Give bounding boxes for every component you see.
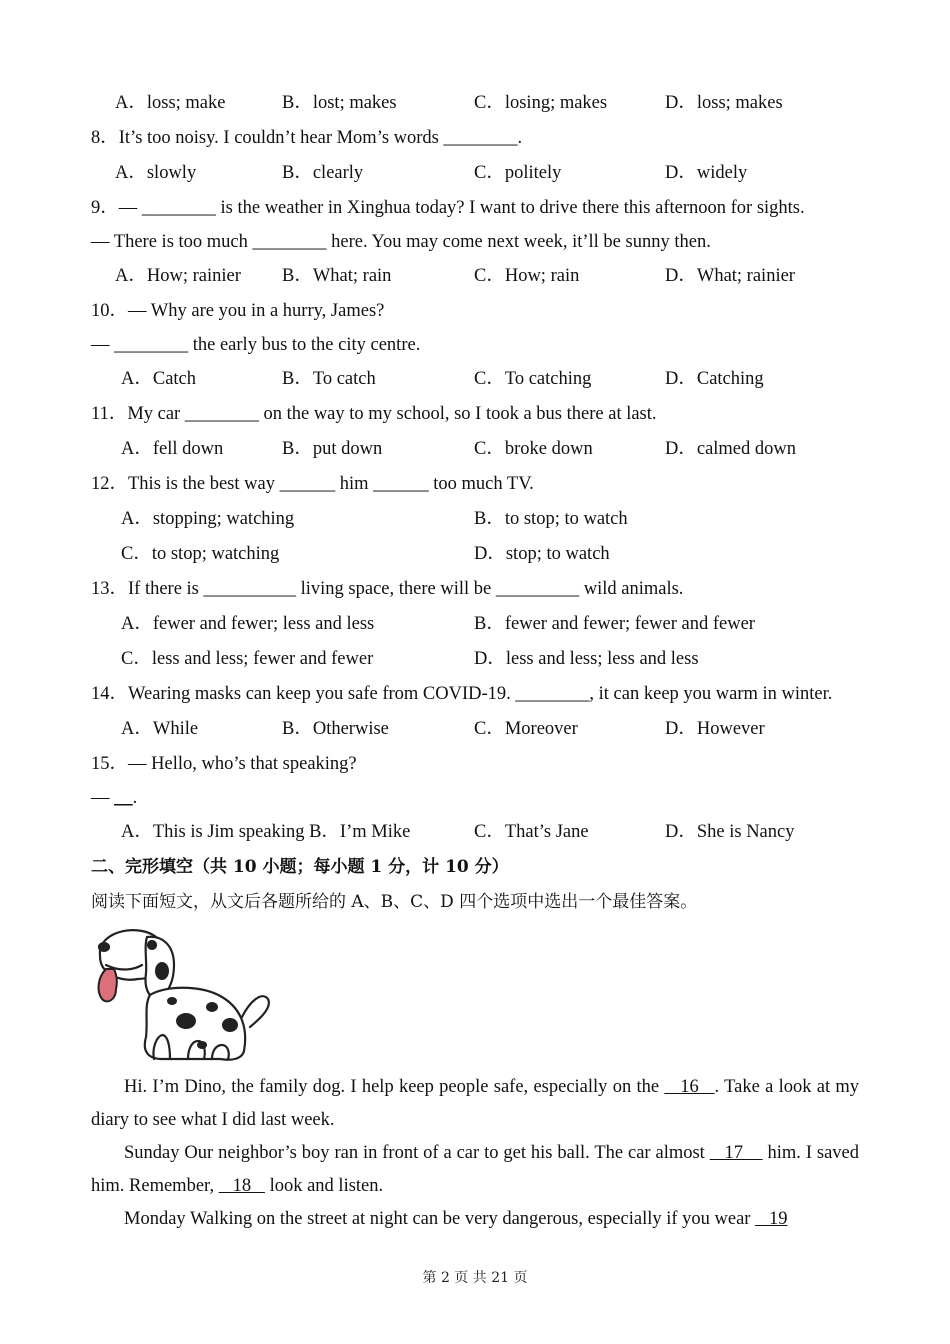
- q15-option-a-b: A．This is Jim speaking B．I’m Mike: [121, 822, 411, 842]
- q13-option-d: D．less and less; less and less: [474, 649, 699, 669]
- q10-stem-line1: 10．— Why are you in a hurry, James?: [91, 301, 385, 321]
- q8-option-c: C．politely: [474, 163, 562, 183]
- q10-stem-line2: — ________ the early bus to the city centre.: [91, 335, 421, 355]
- blank-18: 18: [218, 1176, 265, 1196]
- q14-option-d: D．However: [665, 719, 765, 739]
- passage-paragraph-3: Monday Walking on the street at night can be very dangerous, especially if you wear 19: [124, 1209, 788, 1229]
- q15-stem-line1: 15．— Hello, who’s that speaking?: [91, 754, 357, 774]
- q14-option-c: C．Moreover: [474, 719, 578, 739]
- q15-stem-line2: — __.: [91, 788, 138, 808]
- q9-option-d: D．What; rainier: [665, 266, 795, 286]
- q12-option-a: A．stopping; watching: [121, 509, 295, 529]
- q12-option-d: D．stop; to watch: [474, 544, 610, 564]
- q7-option-b: B．lost; makes: [282, 93, 397, 113]
- q11-option-a: A．fell down: [121, 439, 224, 459]
- q10-option-d: D．Catching: [665, 369, 764, 389]
- q10-option-b: B．To catch: [282, 369, 376, 389]
- q8-option-d: D．widely: [665, 163, 748, 183]
- q9-option-c: C．How; rain: [474, 266, 580, 286]
- q9-option-b: B．What; rain: [282, 266, 392, 286]
- blank-17: 17: [709, 1143, 763, 1163]
- q11-stem: 11．My car ________ on the way to my school, so I took a bus there at last.: [91, 404, 657, 424]
- section-heading: 二、完形填空（共 10 小题；每小题 1 分，计 10 分）: [91, 857, 509, 877]
- q13-option-c: C．less and less; fewer and fewer: [121, 649, 374, 669]
- passage-paragraph-1: Hi. I’m Dino, the family dog. I help keep people safe, especially on the 16 . Take a look at my diary to see what I did last week.: [91, 1077, 860, 1130]
- q14-stem: 14．Wearing masks can keep you safe from COVID-19. ________, it can keep you warm in winter.: [91, 684, 833, 704]
- q12-option-c: C．to stop; watching: [121, 544, 280, 564]
- q7-option-a: A．loss; make: [115, 93, 226, 113]
- q11-option-d: D．calmed down: [665, 439, 797, 459]
- q13-stem: 13．If there is __________ living space, there will be _________ wild animals.: [91, 579, 684, 599]
- q9-stem-line1: 9．— ________ is the weather in Xinghua today? I want to drive there this afternoon for sights.: [91, 198, 805, 218]
- q8-stem: 8．It’s too noisy. I couldn’t hear Mom’s words ________.: [91, 128, 523, 148]
- q8-option-a: A．slowly: [115, 163, 197, 183]
- q12-option-b: B．to stop; to watch: [474, 509, 628, 529]
- q15-option-d: D．She is Nancy: [665, 822, 795, 842]
- section-instruction: 阅读下面短文，从文后各题所给的 A、B、C、D 四个选项中选出一个最佳答案。: [91, 892, 698, 912]
- page-footer: 第 2 页 共 21 页: [422, 1270, 528, 1286]
- q7-option-d: D．loss; makes: [665, 93, 783, 113]
- q10-option-c: C．To catching: [474, 369, 592, 389]
- q11-option-b: B．put down: [282, 439, 383, 459]
- q7-option-c: C．losing; makes: [474, 93, 608, 113]
- q14-option-b: B．Otherwise: [282, 719, 389, 739]
- passage-paragraph-2: Sunday Our neighbor’s boy ran in front of a car to get his ball. The car almost 17 him. I saved him. Remember, 18 look and listen.: [91, 1143, 860, 1196]
- q8-option-b: B．clearly: [282, 163, 364, 183]
- q9-option-a: A．How; rainier: [115, 266, 241, 286]
- q15-blank: __: [114, 788, 133, 808]
- q14-option-a: A．While: [121, 719, 199, 739]
- blank-16: 16: [664, 1077, 715, 1097]
- q13-option-a: A．fewer and fewer; less and less: [121, 614, 375, 634]
- q15-option-c: C．That’s Jane: [474, 822, 589, 842]
- q13-option-b: B．fewer and fewer; fewer and fewer: [474, 614, 755, 634]
- q12-stem: 12．This is the best way ______ him ______ too much TV.: [91, 474, 534, 494]
- q10-option-a: A．Catch: [121, 369, 197, 389]
- q11-option-c: C．broke down: [474, 439, 593, 459]
- q9-stem-line2: — There is too much ________ here. You may come next week, it’ll be sunny then.: [91, 232, 711, 252]
- cartoon-dog-illustration: [92, 925, 272, 1065]
- blank-19: 19: [755, 1209, 788, 1229]
